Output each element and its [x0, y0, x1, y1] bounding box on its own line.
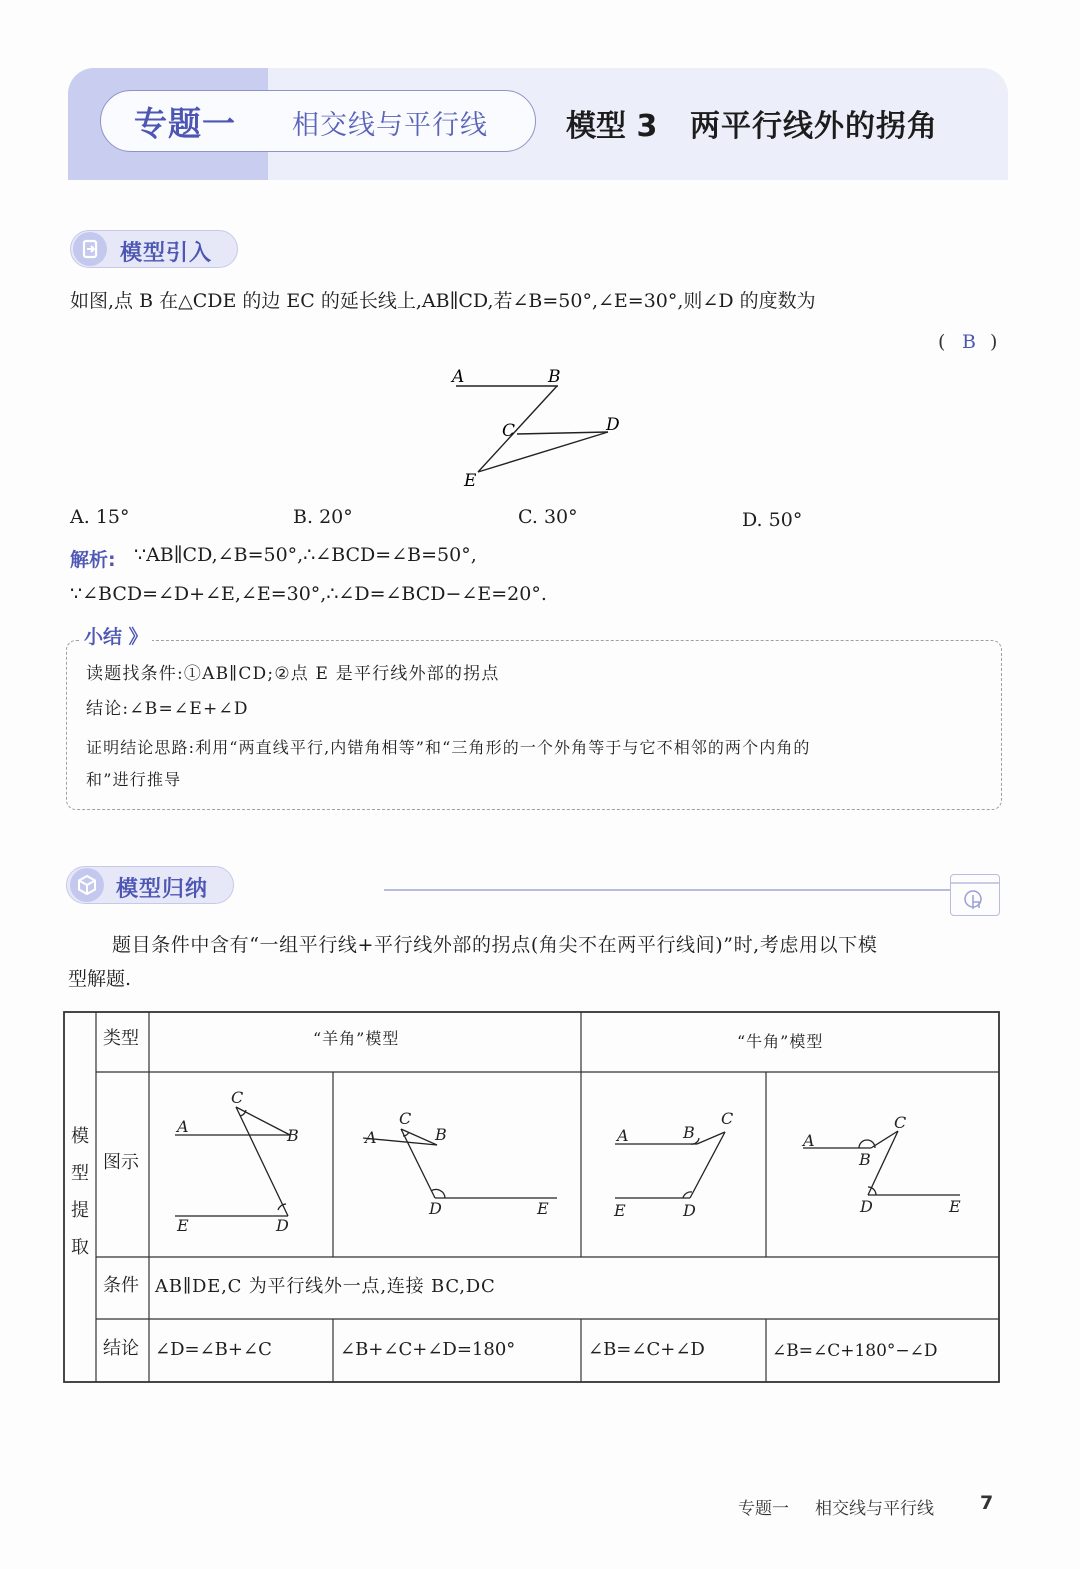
conclusion-2: ∠B+∠C+∠D=180° [340, 1339, 516, 1360]
question-text: 如图,点 B 在△CDE 的边 EC 的延长线上,AB∥CD,若∠B=50°,∠E=30°,则∠D 的度数为 [70, 290, 816, 312]
document-icon [73, 232, 107, 266]
type-sheep-horn: “羊角”模型 [313, 1029, 400, 1048]
conclusion-1: ∠D=∠B+∠C [155, 1339, 272, 1360]
fig2-label-b: B [435, 1125, 447, 1144]
fig3-label-a: A [617, 1126, 629, 1145]
fig4-label-c: C [894, 1113, 907, 1132]
analysis-line-1: ∵AB∥CD,∠B=50°,∴∠BCD=∠B=50°, [134, 544, 477, 566]
analysis-line-2: ∵∠BCD=∠D+∠E,∠E=30°,∴∠D=∠BCD−∠E=20°. [70, 583, 547, 605]
fig1-label-e: E [177, 1216, 189, 1235]
row-label-conclusion: 结论 [103, 1338, 139, 1359]
row-label-condition: 条件 [103, 1275, 139, 1296]
fig2-label-d: D [429, 1199, 442, 1218]
fig1-label-b: B [287, 1126, 299, 1145]
summary-line-2: 结论:∠B=∠E+∠D [86, 699, 249, 719]
section-divider [384, 889, 950, 891]
row-label-type: 类型 [103, 1028, 139, 1049]
model-number: 模型 3 [566, 109, 658, 144]
summary-line-1: 读题找条件:①AB∥CD;②点 E 是平行线外部的拐点 [86, 664, 500, 684]
section-summary-label: 模型归纳 [116, 877, 209, 902]
fig2-label-c: C [399, 1109, 412, 1128]
figure-sheep-1 [175, 1107, 290, 1216]
summary-intro-line-2: 型解题. [68, 968, 132, 990]
fig-label-a: A [452, 367, 465, 387]
summary-intro-line-1: 题目条件中含有“一组平行线+平行线外部的拐点(角尖不在两平行线间)”时,考虑用以下模 [112, 934, 878, 956]
conclusion-3: ∠B=∠C+∠D [588, 1339, 705, 1360]
footer-subtitle: 相交线与平行线 [815, 1499, 934, 1519]
side-header-char-2: 型 [71, 1163, 89, 1184]
answer-open-paren: ( [938, 331, 946, 353]
line-ed [478, 432, 608, 472]
footer-topic: 专题一 [738, 1499, 789, 1519]
fig-label-e: E [464, 471, 477, 491]
analysis-label: 解析: [70, 549, 116, 571]
touch-icon [950, 874, 1000, 916]
fig-label-b: B [548, 367, 561, 387]
fig4-label-e: E [949, 1197, 961, 1216]
fig1-label-c: C [231, 1088, 244, 1107]
option-a: A. 15° [70, 506, 130, 528]
question-figure [440, 360, 640, 495]
fig-label-d: D [606, 415, 620, 435]
summary-line-3: 证明结论思路:利用“两直线平行,内错角相等”和“三角形的一个外角等于与它不相邻的两个内角的 [86, 738, 811, 757]
header-topic: 专题一 [134, 104, 236, 143]
fig-label-c: C [502, 421, 516, 441]
model-table [63, 1010, 1003, 1386]
option-d: D. 50° [742, 509, 803, 531]
row-label-figure: 图示 [103, 1152, 139, 1173]
figure-ox-1 [615, 1132, 725, 1198]
fig2-label-e: E [537, 1199, 549, 1218]
line-be [478, 386, 557, 472]
answer-close-paren: ) [990, 331, 998, 353]
section-intro-label: 模型引入 [120, 241, 213, 266]
fig1-label-d: D [276, 1216, 289, 1235]
page-number: 7 [980, 1492, 994, 1514]
fig3-label-d: D [683, 1201, 696, 1220]
side-header-char-1: 模 [71, 1126, 89, 1147]
summary-title: 小结 》 [80, 622, 152, 649]
option-b: B. 20° [293, 506, 353, 528]
cube-icon [70, 868, 104, 902]
fig4-label-a: A [803, 1131, 815, 1150]
fig4-label-b: B [859, 1150, 871, 1169]
fig2-label-a: A [365, 1128, 377, 1147]
fig4-label-d: D [860, 1197, 873, 1216]
answer-value: B [962, 331, 976, 353]
header-topic-subtitle: 相交线与平行线 [292, 110, 488, 141]
fig3-label-c: C [721, 1109, 734, 1128]
summary-line-4: 和”进行推导 [86, 770, 182, 789]
fig1-label-a: A [177, 1117, 189, 1136]
fig3-label-b: B [683, 1123, 695, 1142]
side-header-char-3: 提 [71, 1200, 89, 1221]
figure-sheep-2 [363, 1129, 557, 1198]
condition-text: AB∥DE,C 为平行线外一点,连接 BC,DC [155, 1276, 496, 1297]
figure-ox-2 [803, 1131, 960, 1195]
fig3-label-e: E [614, 1201, 626, 1220]
line-cd [517, 432, 608, 434]
option-c: C. 30° [518, 506, 578, 528]
conclusion-4: ∠B=∠C+180°−∠D [772, 1341, 938, 1361]
type-ox-horn: “牛角”模型 [737, 1032, 824, 1051]
side-header-char-4: 取 [71, 1237, 89, 1258]
page-title: 两平行线外的拐角 [690, 109, 938, 144]
